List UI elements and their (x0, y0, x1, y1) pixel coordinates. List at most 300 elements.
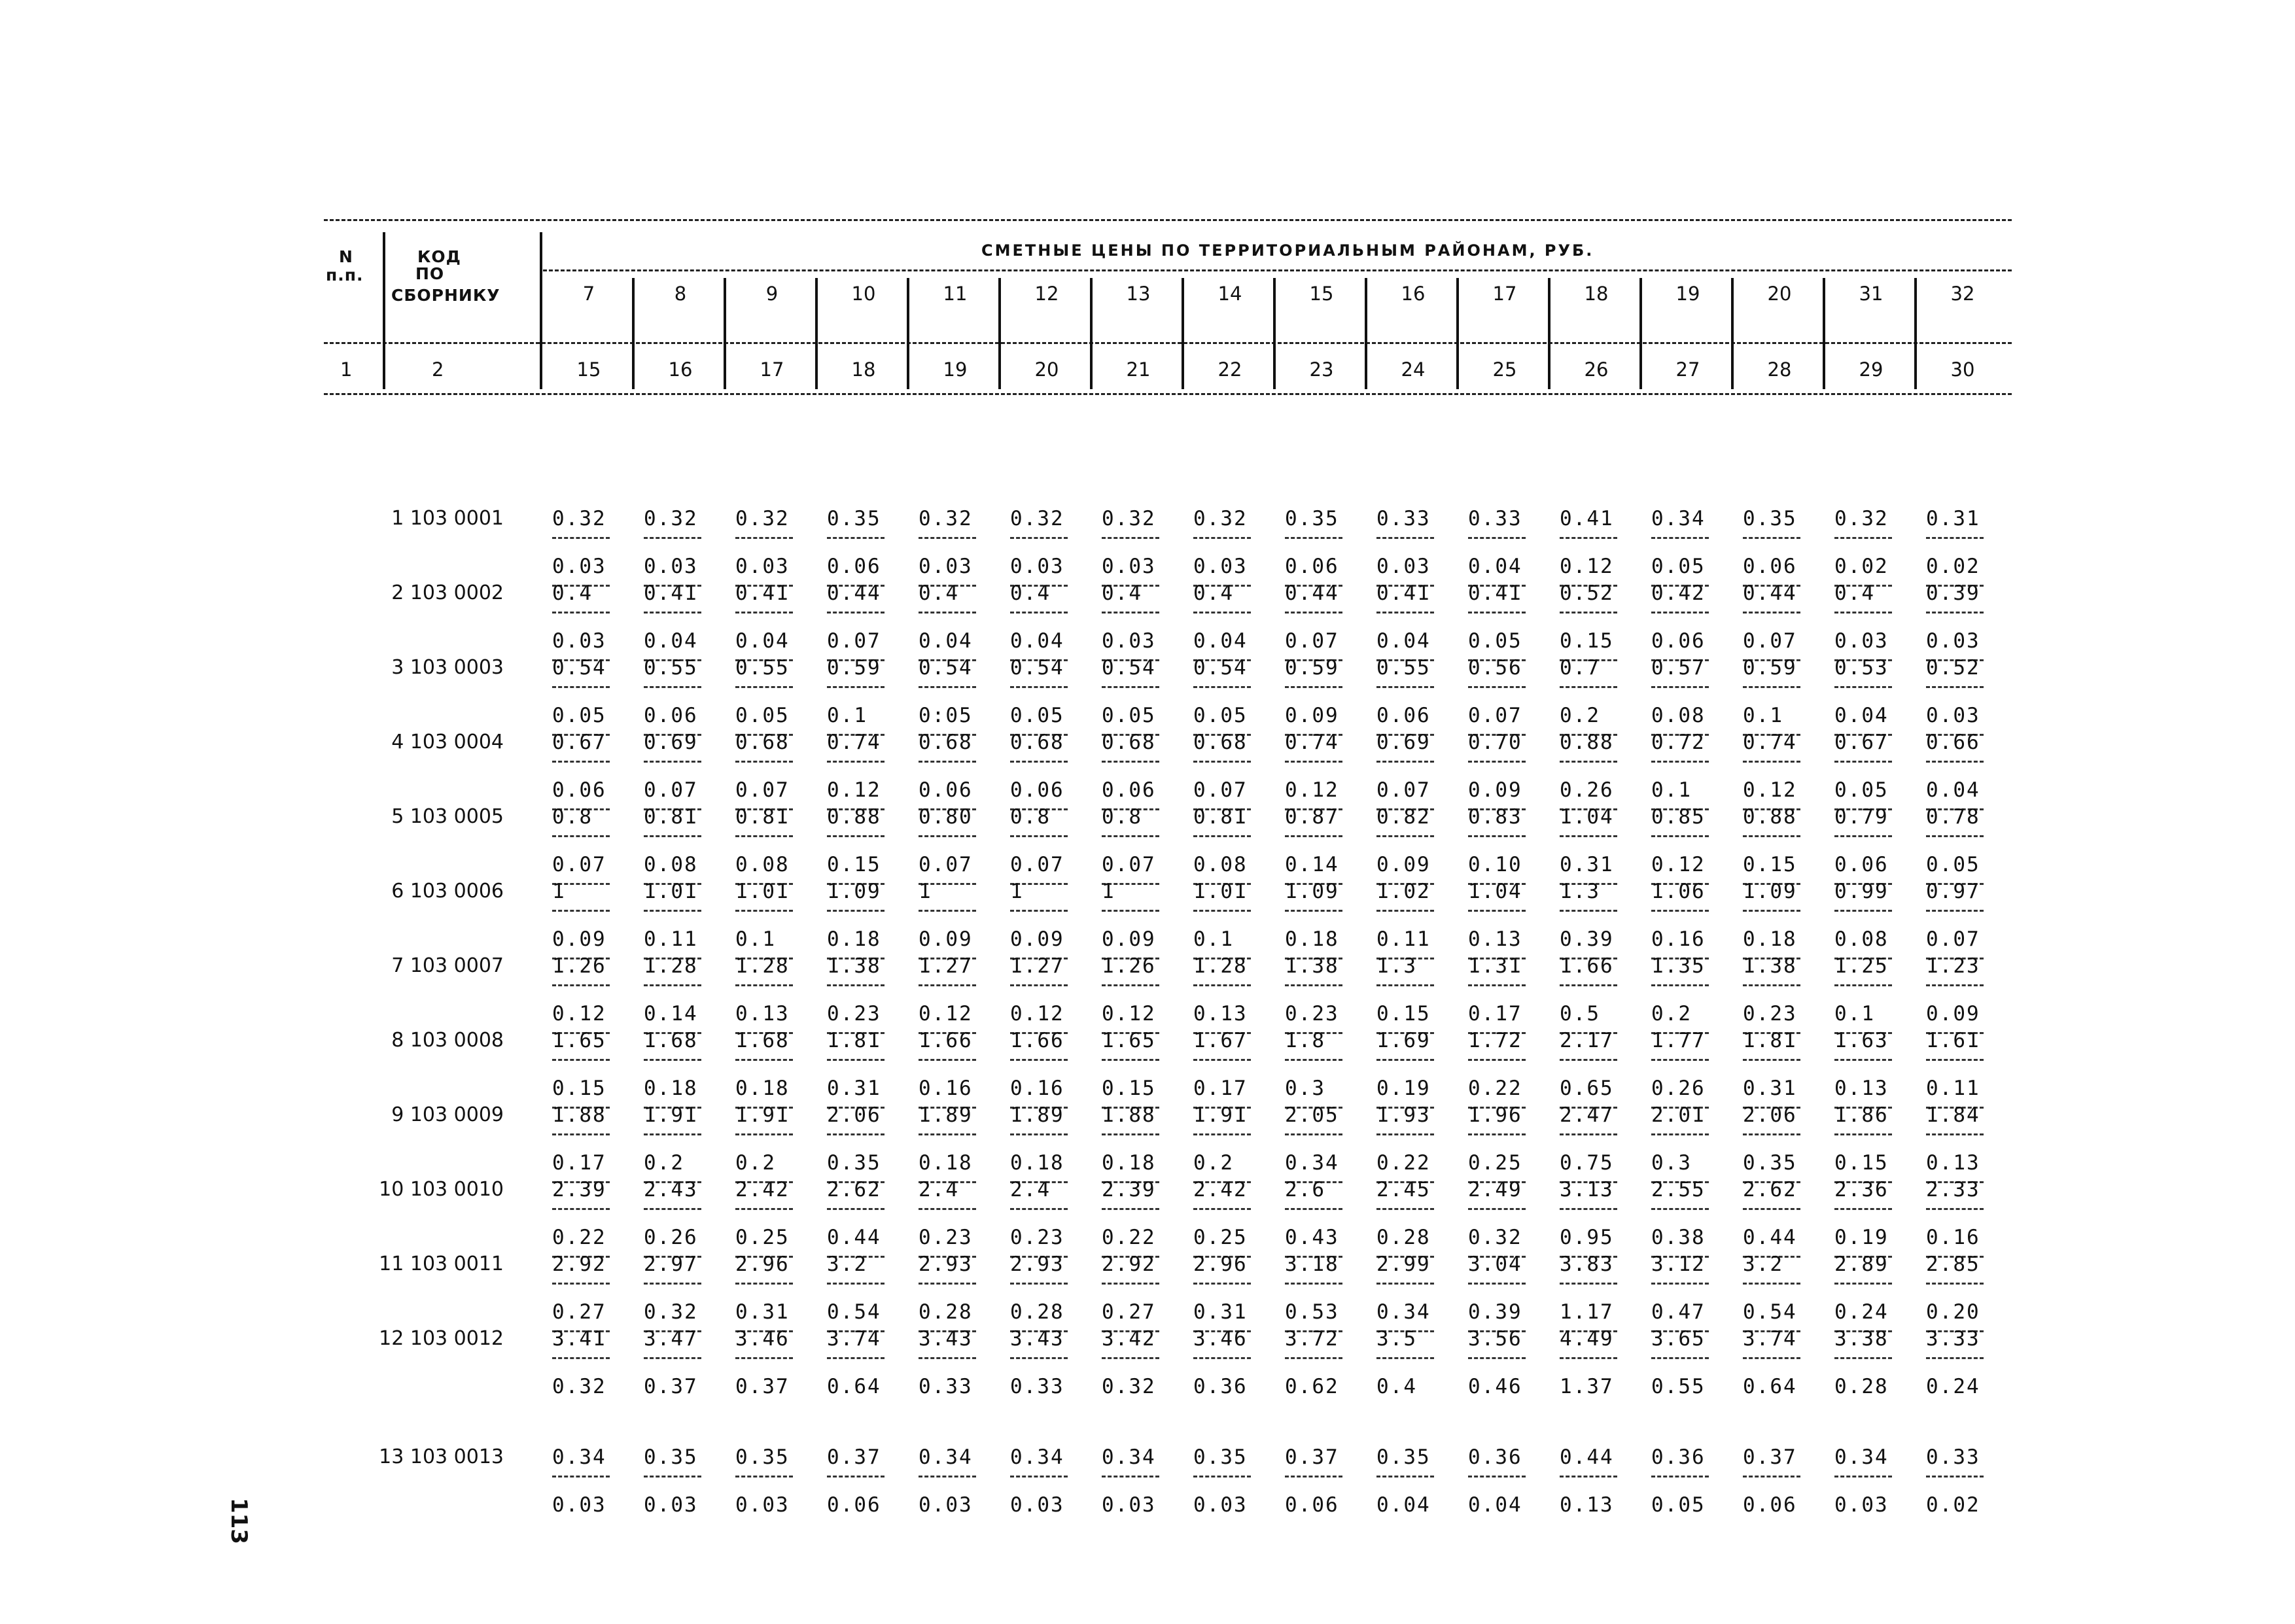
fraction-line (1102, 984, 1159, 986)
fraction-line (827, 1357, 885, 1359)
fraction-line (1193, 1357, 1251, 1359)
fraction-line (1102, 1059, 1159, 1061)
price-upper: 0.33 (1926, 1445, 1980, 1469)
fraction-line (1926, 984, 1984, 986)
price-lower: 0.03 (735, 555, 790, 578)
price-upper: 0.55 (1376, 656, 1431, 680)
price-upper: 1.89 (919, 1103, 973, 1127)
price-lower: 0.07 (735, 778, 790, 802)
fraction-line (1651, 1133, 1709, 1135)
price-lower: 0.2 (1651, 1002, 1692, 1026)
fraction-line (1285, 1208, 1342, 1210)
fraction-line (919, 1357, 976, 1359)
price-upper: 0.88 (1743, 805, 1797, 829)
price-upper: 2.42 (1193, 1178, 1248, 1201)
fraction-line (1651, 835, 1709, 837)
price-upper: 0.53 (1834, 656, 1889, 680)
price-lower: 0.03 (1193, 555, 1248, 578)
price-lower: 0.38 (1651, 1226, 1706, 1249)
price-lower: 0.34 (1285, 1151, 1339, 1175)
price-upper: 0.32 (735, 507, 790, 530)
fraction-line (1102, 910, 1159, 912)
price-upper: 0.54 (1010, 656, 1064, 680)
fraction-line (1651, 984, 1709, 986)
price-lower: 0.54 (1743, 1300, 1797, 1324)
price-upper: 1.01 (735, 880, 790, 903)
district-divider (632, 278, 635, 389)
column-number: 16 (668, 358, 693, 381)
fraction-line (644, 1208, 701, 1210)
price-lower: 0.44 (827, 1226, 881, 1249)
page-number: 113 (226, 1498, 252, 1544)
price-upper: 0.44 (1743, 581, 1797, 605)
price-upper: 0.68 (735, 731, 790, 754)
header-bottom-rule (324, 393, 2012, 395)
price-upper: 0.33 (1376, 507, 1431, 530)
price-lower: 0.35 (1743, 1151, 1797, 1175)
price-upper: 1.67 (1193, 1029, 1248, 1052)
column-number: 24 (1401, 358, 1426, 381)
price-lower: 0.06 (827, 555, 881, 578)
price-lower: 0.47 (1651, 1300, 1706, 1324)
price-lower: 0.22 (1376, 1151, 1431, 1175)
price-upper: 1.84 (1926, 1103, 1980, 1127)
fraction-line (1743, 910, 1800, 912)
price-lower: 0.04 (1193, 629, 1248, 653)
price-lower: 0.03 (1834, 1493, 1889, 1517)
fraction-line (1285, 835, 1342, 837)
district-header: 20 (1767, 283, 1792, 305)
fraction-line (735, 1283, 793, 1285)
price-lower: 0.05 (552, 704, 606, 727)
fraction-line (1376, 984, 1434, 986)
price-lower: 0.08 (644, 853, 698, 876)
fraction-line (1010, 984, 1068, 986)
price-lower: 0.07 (552, 853, 606, 876)
fraction-line (919, 1059, 976, 1061)
price-lower: 0.03 (1010, 1493, 1064, 1517)
price-upper: 0.35 (827, 507, 881, 530)
column-number: 29 (1859, 358, 1883, 381)
fraction-line (735, 1476, 793, 1477)
price-upper: 0.35 (1376, 1445, 1431, 1469)
price-upper: 3.43 (1010, 1327, 1064, 1351)
price-lower: 0.11 (1376, 927, 1431, 951)
price-upper: 0.35 (1193, 1445, 1248, 1469)
price-lower: 0.05 (1651, 1493, 1706, 1517)
fraction-line (1193, 612, 1251, 613)
price-lower: 0.12 (552, 1002, 606, 1026)
price-lower: 0.39 (1468, 1300, 1522, 1324)
price-lower: 0.16 (919, 1077, 973, 1100)
fraction-line (1010, 1059, 1068, 1061)
row-label: 12 103 0012 (379, 1327, 504, 1350)
price-upper: 0.56 (1468, 656, 1522, 680)
price-upper: 1.35 (1651, 954, 1706, 978)
column-number: 21 (1126, 358, 1151, 381)
fraction-line (1010, 1133, 1068, 1135)
fraction-line (644, 1476, 701, 1477)
price-upper: 3.46 (735, 1327, 790, 1351)
price-lower: 0.23 (827, 1002, 881, 1026)
price-lower: 0.03 (1834, 629, 1889, 653)
price-upper: 1 (1010, 880, 1024, 903)
price-upper: 0.68 (1193, 731, 1248, 754)
price-lower: 0.62 (1285, 1375, 1339, 1398)
district-divider (1456, 278, 1459, 389)
price-upper: 0.4 (552, 581, 593, 605)
fraction-line (1560, 1059, 1617, 1061)
price-upper: 0.44 (1285, 581, 1339, 605)
price-upper: 1.65 (552, 1029, 606, 1052)
price-lower: 0.95 (1560, 1226, 1614, 1249)
price-lower: 0.15 (1834, 1151, 1889, 1175)
price-upper: 0.32 (1834, 507, 1889, 530)
divider-code (540, 232, 542, 389)
fraction-line (1102, 835, 1159, 837)
price-upper: 0.44 (1560, 1445, 1614, 1469)
price-upper: 0.37 (827, 1445, 881, 1469)
divider-np (383, 232, 385, 389)
price-lower: 0.09 (1102, 927, 1156, 951)
price-upper: 0.8 (552, 805, 593, 829)
district-divider (1090, 278, 1093, 389)
price-lower: 0.03 (1926, 629, 1980, 653)
fraction-line (1834, 984, 1892, 986)
fraction-line (1376, 1059, 1434, 1061)
price-lower: 0.31 (827, 1077, 881, 1100)
price-lower: 0.02 (1926, 555, 1980, 578)
fraction-line (1926, 761, 1984, 763)
price-lower: 0.16 (1010, 1077, 1064, 1100)
district-divider (815, 278, 818, 389)
price-lower: 0.07 (1376, 778, 1431, 802)
price-upper: 1.66 (1010, 1029, 1064, 1052)
price-lower: 0.05 (1102, 704, 1156, 727)
price-upper: 0.66 (1926, 731, 1980, 754)
fraction-line (1743, 1208, 1800, 1210)
fraction-line (1651, 686, 1709, 688)
price-lower: 1.17 (1560, 1300, 1614, 1324)
code-header-line2: ПО (415, 264, 445, 283)
fraction-line (1376, 1133, 1434, 1135)
price-upper: 0.41 (1468, 581, 1522, 605)
price-upper: 3.83 (1560, 1253, 1614, 1276)
price-upper: 3.38 (1834, 1327, 1889, 1351)
price-upper: 0.35 (735, 1445, 790, 1469)
fraction-line (1926, 835, 1984, 837)
price-lower: 0.16 (1926, 1226, 1980, 1249)
price-upper: 1.38 (1285, 954, 1339, 978)
price-lower: 0.04 (1468, 555, 1522, 578)
fraction-line (919, 686, 976, 688)
fraction-line (1376, 1476, 1434, 1477)
fraction-line (1560, 686, 1617, 688)
price-lower: 0.75 (1560, 1151, 1614, 1175)
price-lower: 0.07 (1926, 927, 1980, 951)
price-lower: 0.09 (1376, 853, 1431, 876)
price-lower: 0.06 (1010, 778, 1064, 802)
row-label: 7 103 0007 (391, 954, 504, 977)
row-label: 10 103 0010 (379, 1178, 504, 1201)
price-lower: 0.06 (827, 1493, 881, 1517)
fraction-line (1926, 1357, 1984, 1359)
price-upper: 0.88 (1560, 731, 1614, 754)
price-upper: 1 (1102, 880, 1115, 903)
fraction-line (1651, 1476, 1709, 1477)
price-lower: 0.5 (1560, 1002, 1600, 1026)
price-upper: 0.72 (1651, 731, 1706, 754)
column-number: 28 (1767, 358, 1792, 381)
price-lower: 0.06 (1743, 555, 1797, 578)
district-divider (1182, 278, 1184, 389)
price-lower: 0.33 (919, 1375, 973, 1398)
price-lower: 0.11 (644, 927, 698, 951)
fraction-line (552, 612, 610, 613)
district-header: 7 (582, 283, 595, 305)
fraction-line (1193, 1059, 1251, 1061)
price-lower: 0.13 (1193, 1002, 1248, 1026)
fraction-line (1560, 1283, 1617, 1285)
price-lower: 0.03 (919, 555, 973, 578)
fraction-line (827, 1283, 885, 1285)
price-lower: 0.23 (1743, 1002, 1797, 1026)
fraction-line (1743, 835, 1800, 837)
price-upper: 1.04 (1560, 805, 1614, 829)
fraction-line (1010, 1208, 1068, 1210)
price-upper: 0.68 (919, 731, 973, 754)
fraction-line (1285, 1357, 1342, 1359)
price-lower: 0.1 (1834, 1002, 1875, 1026)
price-lower: 0.02 (1926, 1493, 1980, 1517)
district-header: 13 (1126, 283, 1151, 305)
price-upper: 0.78 (1926, 805, 1980, 829)
price-upper: 0.32 (1102, 507, 1156, 530)
price-upper: 1.91 (1193, 1103, 1248, 1127)
fraction-line (1285, 1283, 1342, 1285)
price-upper: 1.81 (827, 1029, 881, 1052)
price-lower: 0.46 (1468, 1375, 1522, 1398)
header-mid-rule (543, 269, 2012, 271)
price-lower: 0.04 (1834, 704, 1889, 727)
price-upper: 3.13 (1560, 1178, 1614, 1201)
price-upper: 0.41 (1560, 507, 1614, 530)
price-upper: 1.91 (735, 1103, 790, 1127)
price-upper: 1.38 (1743, 954, 1797, 978)
price-lower: 0.07 (919, 853, 973, 876)
price-upper: 3.33 (1926, 1327, 1980, 1351)
row-label: 6 103 0006 (391, 880, 504, 903)
price-upper: 1.86 (1834, 1103, 1889, 1127)
fraction-line (1468, 1133, 1526, 1135)
price-lower: 0.09 (552, 927, 606, 951)
row-label: 9 103 0009 (391, 1103, 504, 1126)
price-upper: 0.41 (735, 581, 790, 605)
price-lower: 0.12 (1102, 1002, 1156, 1026)
column-number: 26 (1584, 358, 1609, 381)
fraction-line (1102, 761, 1159, 763)
fraction-line (735, 1208, 793, 1210)
price-upper: 2.4 (919, 1178, 959, 1201)
price-lower: 0.05 (735, 704, 790, 727)
fraction-line (1651, 910, 1709, 912)
price-lower: 0.13 (1834, 1077, 1889, 1100)
fraction-line (1834, 1283, 1892, 1285)
price-upper: 1.61 (1926, 1029, 1980, 1052)
price-upper: 0.59 (1285, 656, 1339, 680)
fraction-line (1560, 1133, 1617, 1135)
fraction-line (827, 612, 885, 613)
price-upper: 0.69 (1376, 731, 1431, 754)
fraction-line (1010, 1283, 1068, 1285)
price-lower: 0.13 (1560, 1493, 1614, 1517)
price-upper: 3.41 (552, 1327, 606, 1351)
price-upper: 1.68 (644, 1029, 698, 1052)
price-upper: 1.27 (919, 954, 973, 978)
price-lower: 0.06 (1285, 555, 1339, 578)
price-lower: 0.03 (735, 1493, 790, 1517)
price-lower: 0.05 (1010, 704, 1064, 727)
fraction-line (1926, 686, 1984, 688)
price-upper: 1.04 (1468, 880, 1522, 903)
price-upper: 0.59 (1743, 656, 1797, 680)
fraction-line (1834, 1208, 1892, 1210)
price-upper: 1.81 (1743, 1029, 1797, 1052)
price-lower: 0.03 (552, 629, 606, 653)
price-upper: 1.31 (1468, 954, 1522, 978)
price-upper: 1.66 (1560, 954, 1614, 978)
price-lower: 1.37 (1560, 1375, 1614, 1398)
fraction-line (644, 835, 701, 837)
fraction-line (827, 984, 885, 986)
fraction-line (1743, 761, 1800, 763)
fraction-line (1926, 1133, 1984, 1135)
price-upper: 1.25 (1834, 954, 1889, 978)
price-upper: 3.47 (644, 1327, 698, 1351)
fraction-line (1560, 835, 1617, 837)
price-lower: 0.15 (1560, 629, 1614, 653)
price-upper: 0.32 (1010, 507, 1064, 530)
price-lower: 0.03 (552, 555, 606, 578)
fraction-line (1560, 612, 1617, 613)
fraction-line (1193, 1476, 1251, 1477)
price-lower: 0.06 (919, 778, 973, 802)
price-upper: 1.38 (827, 954, 881, 978)
fraction-line (1651, 1283, 1709, 1285)
column-number: 25 (1492, 358, 1517, 381)
price-upper: 0.88 (827, 805, 881, 829)
fraction-line (1651, 761, 1709, 763)
price-lower: 0.03 (1926, 704, 1980, 727)
price-lower: 0.18 (1102, 1151, 1156, 1175)
fraction-line (644, 1059, 701, 1061)
fraction-line (1834, 686, 1892, 688)
fraction-line (1193, 1208, 1251, 1210)
fraction-line (1102, 537, 1159, 539)
fraction-line (1010, 1476, 1068, 1477)
price-lower: 0.06 (1834, 853, 1889, 876)
price-lower: 0.11 (1926, 1077, 1980, 1100)
price-lower: 0.18 (644, 1077, 698, 1100)
fraction-line (827, 1133, 885, 1135)
price-lower: 0.34 (1376, 1300, 1431, 1324)
price-upper: 1.65 (1102, 1029, 1156, 1052)
price-lower: 0.17 (1193, 1077, 1248, 1100)
district-header: 16 (1401, 283, 1426, 305)
price-upper: 0.74 (1285, 731, 1339, 754)
row-label: 5 103 0005 (391, 805, 504, 828)
price-lower: 0.65 (1560, 1077, 1614, 1100)
price-lower: 0.23 (919, 1226, 973, 1249)
fraction-line (1468, 537, 1526, 539)
price-upper: 3.74 (827, 1327, 881, 1351)
price-upper: 1 (919, 880, 932, 903)
district-header: 8 (674, 283, 687, 305)
fraction-line (1376, 761, 1434, 763)
price-upper: 3.2 (827, 1253, 867, 1276)
price-upper: 0.99 (1834, 880, 1889, 903)
price-lower: 0.07 (1743, 629, 1797, 653)
price-upper: 0.54 (1193, 656, 1248, 680)
fraction-line (1468, 612, 1526, 613)
fraction-line (1834, 1059, 1892, 1061)
column-number: 17 (760, 358, 784, 381)
price-upper: 2.93 (1010, 1253, 1064, 1276)
price-upper: 1.06 (1651, 880, 1706, 903)
price-lower: 0.18 (919, 1151, 973, 1175)
row-label: 13 103 0013 (379, 1445, 504, 1468)
price-upper: 2.49 (1468, 1178, 1522, 1201)
price-upper: 1.89 (1010, 1103, 1064, 1127)
price-upper: 3.18 (1285, 1253, 1339, 1276)
fraction-line (1102, 1476, 1159, 1477)
price-lower: 0.25 (1193, 1226, 1248, 1249)
price-lower: 0.33 (1010, 1375, 1064, 1398)
fraction-line (1651, 1059, 1709, 1061)
price-lower: 0.04 (1010, 629, 1064, 653)
price-lower: 0.32 (552, 1375, 606, 1398)
fraction-line (1651, 537, 1709, 539)
fraction-line (1193, 686, 1251, 688)
price-upper: 2.89 (1834, 1253, 1889, 1276)
price-lower: 0.18 (1743, 927, 1797, 951)
price-upper: 0.4 (1102, 581, 1142, 605)
price-lower: 0.04 (1376, 629, 1431, 653)
fraction-line (552, 1357, 610, 1359)
price-lower: 0.05 (1834, 778, 1889, 802)
price-upper: 1.63 (1834, 1029, 1889, 1052)
price-upper: 0.35 (1285, 507, 1339, 530)
price-upper: 3.74 (1743, 1327, 1797, 1351)
district-divider (1548, 278, 1550, 389)
price-lower: 0.15 (827, 853, 881, 876)
fraction-line (1376, 1208, 1434, 1210)
price-upper: 0.34 (1102, 1445, 1156, 1469)
price-lower: 0.07 (1102, 853, 1156, 876)
fraction-line (1834, 1133, 1892, 1135)
price-upper: 1.28 (644, 954, 698, 978)
header-index-rule (324, 342, 2012, 344)
price-lower: 0.28 (1376, 1226, 1431, 1249)
price-lower: 0.31 (1743, 1077, 1797, 1100)
price-upper: 2.55 (1651, 1178, 1706, 1201)
price-lower: 0.15 (1376, 1002, 1431, 1026)
district-divider (1823, 278, 1825, 389)
fraction-line (1285, 1059, 1342, 1061)
fraction-line (827, 910, 885, 912)
price-upper: 3.65 (1651, 1327, 1706, 1351)
price-lower: 0.09 (1926, 1002, 1980, 1026)
